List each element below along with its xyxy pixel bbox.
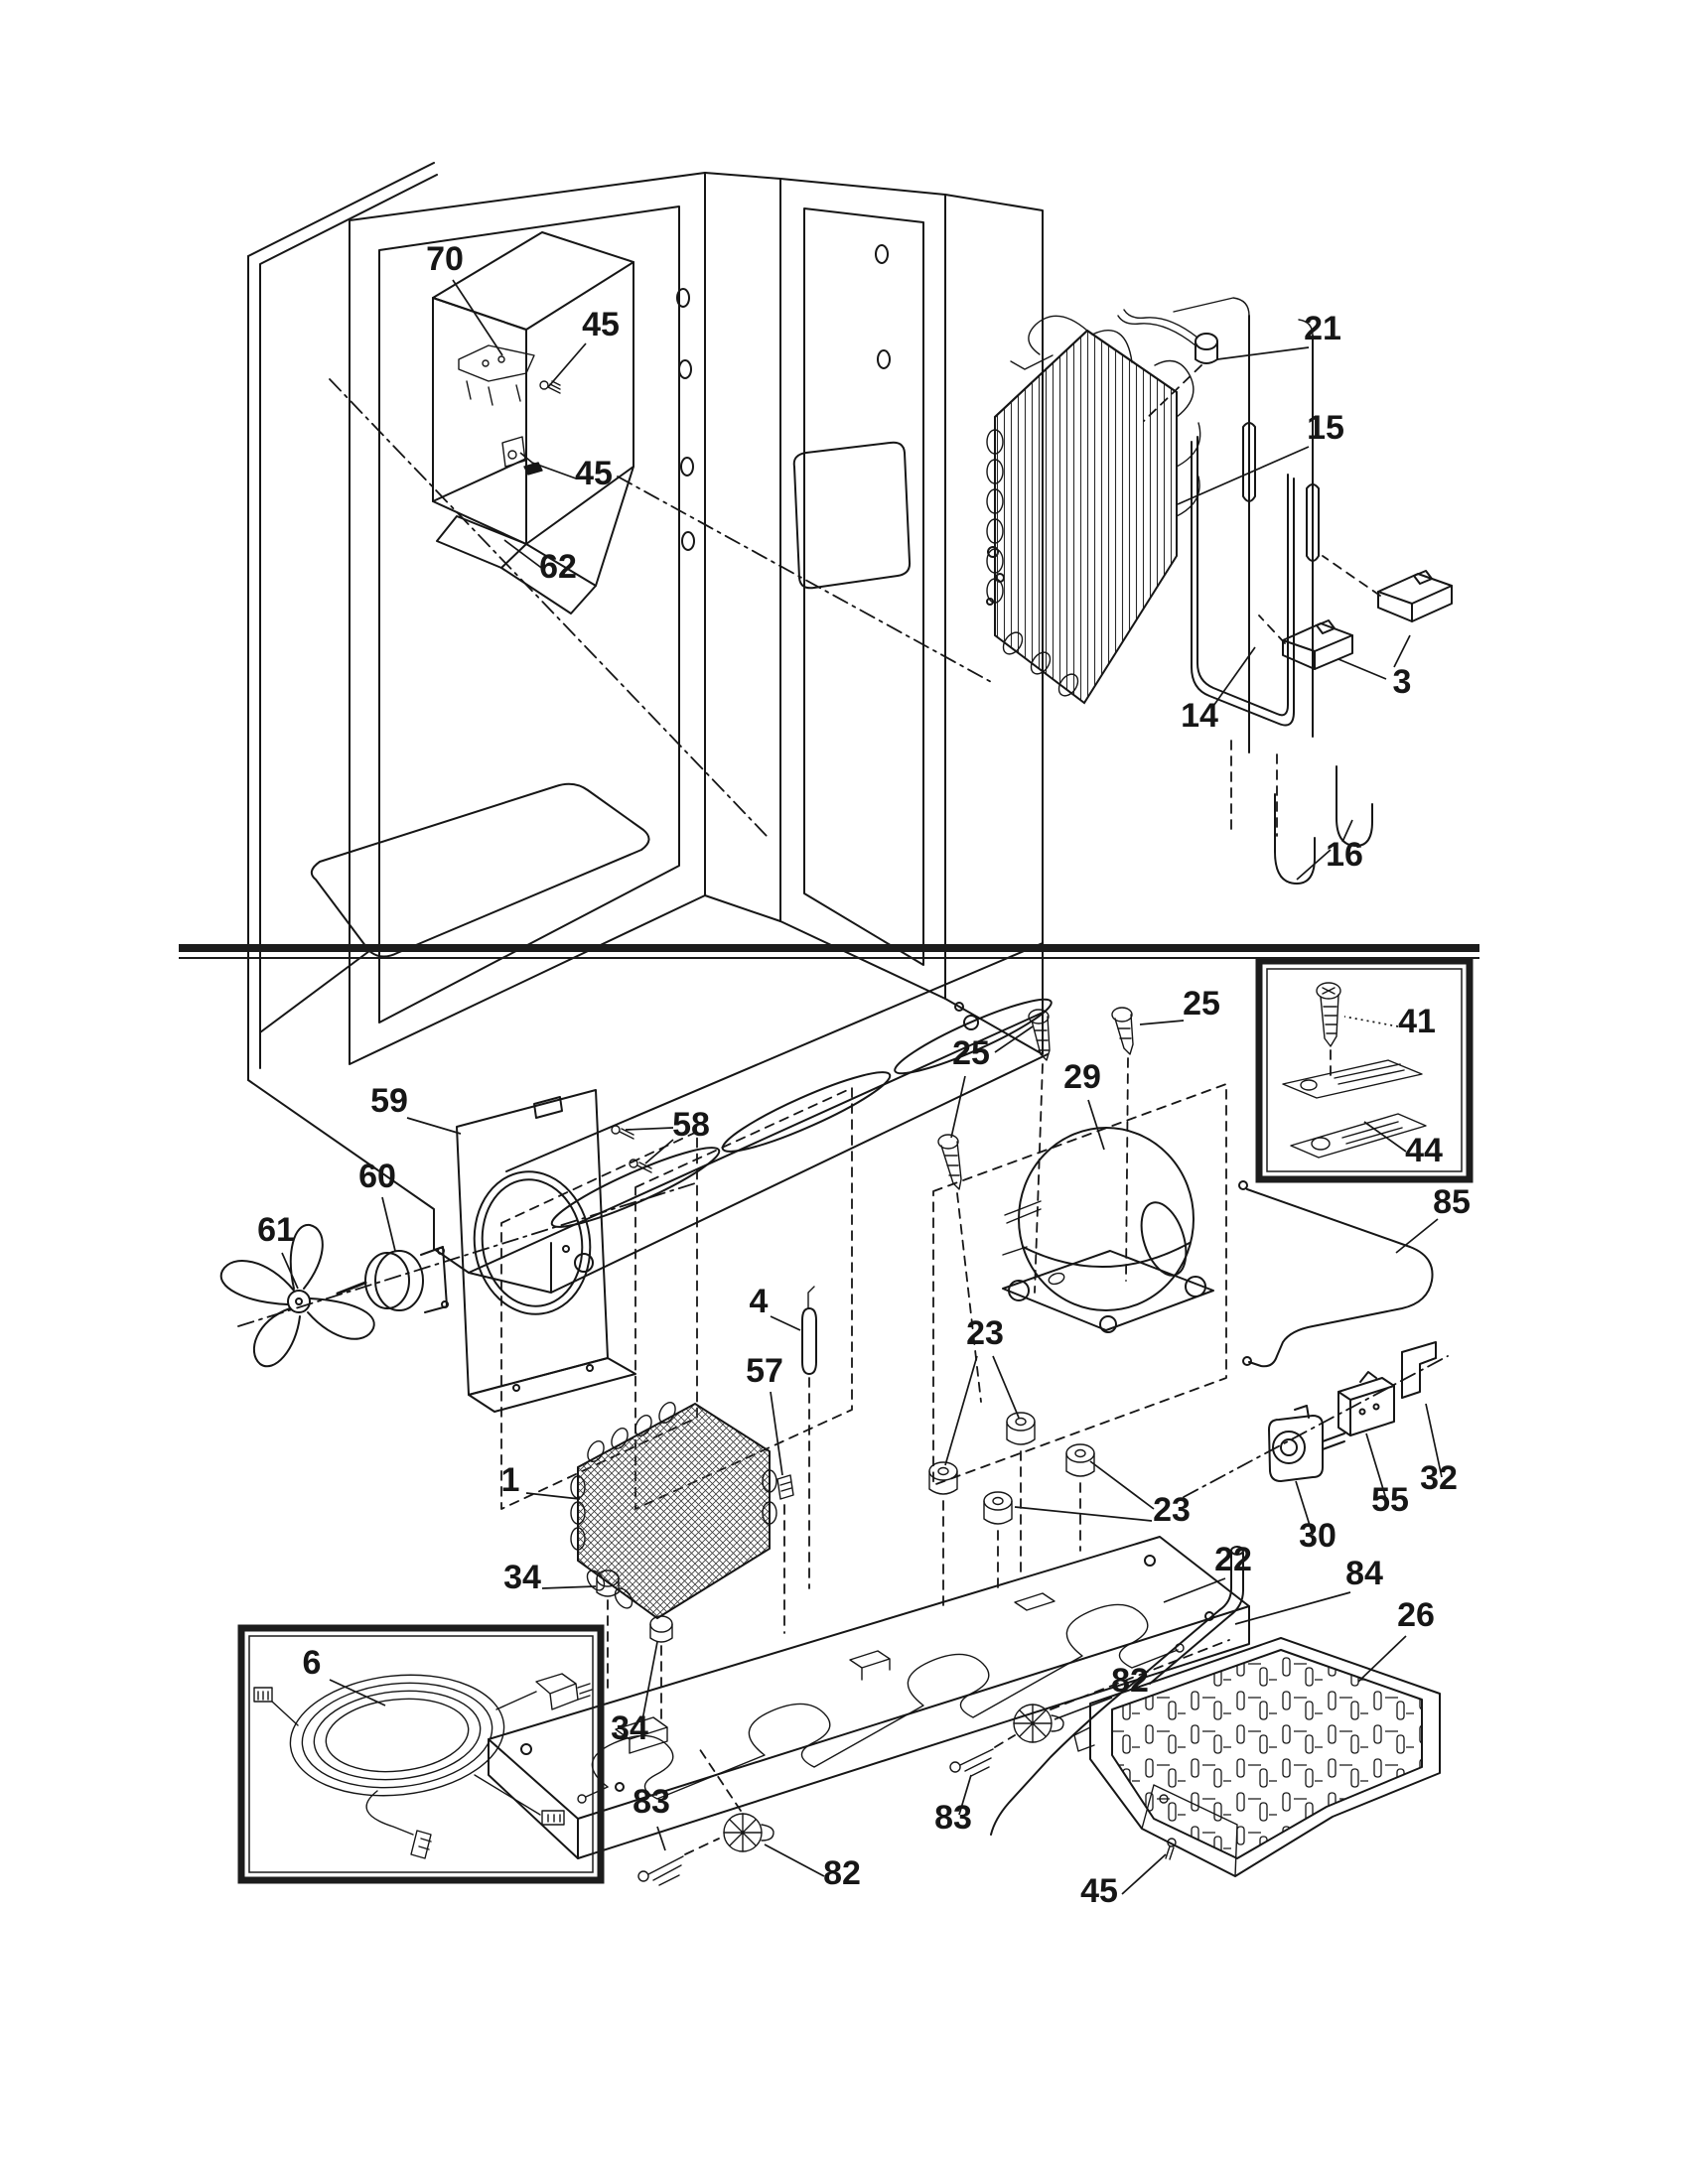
switch-part-55 bbox=[1338, 1372, 1394, 1435]
air-duct-part-62 bbox=[433, 232, 633, 614]
callout-59: 59 bbox=[370, 1082, 408, 1120]
wire-bail-part-85 bbox=[1239, 1181, 1433, 1366]
callout-4: 4 bbox=[749, 1283, 769, 1320]
callout-45-lower: 45 bbox=[575, 455, 613, 492]
callout-57: 57 bbox=[746, 1352, 783, 1390]
screw-part-83-right bbox=[950, 1735, 1015, 1776]
callout-23-lower: 23 bbox=[1153, 1491, 1191, 1529]
callout-41: 41 bbox=[1398, 1003, 1436, 1040]
fan-motor-part-60 bbox=[338, 1247, 448, 1312]
callout-44: 44 bbox=[1405, 1132, 1443, 1169]
projection-planes bbox=[501, 1084, 1226, 1509]
callout-83-right: 83 bbox=[934, 1799, 972, 1837]
callout-22: 22 bbox=[1214, 1541, 1252, 1578]
callout-45-bottom: 45 bbox=[1080, 1872, 1118, 1910]
screw-part-45-upper bbox=[540, 381, 560, 393]
drier-part-4 bbox=[802, 1287, 816, 1374]
fan-axis-line bbox=[238, 1183, 695, 1326]
callout-29: 29 bbox=[1063, 1058, 1101, 1096]
callout-45-upper: 45 bbox=[582, 306, 620, 343]
callout-32: 32 bbox=[1420, 1459, 1458, 1497]
compressor-part-29 bbox=[1003, 1128, 1213, 1332]
callout-34-lower: 34 bbox=[611, 1709, 648, 1747]
callout-1: 1 bbox=[500, 1461, 520, 1499]
power-cord-part-6 bbox=[254, 1665, 592, 1858]
callout-14: 14 bbox=[1181, 697, 1218, 735]
callout-23-upper: 23 bbox=[966, 1314, 1004, 1352]
callout-83-left: 83 bbox=[633, 1783, 670, 1821]
evaporator-coil-part-15 bbox=[987, 316, 1200, 703]
thermostat-part-21 bbox=[1118, 310, 1217, 363]
callout-15: 15 bbox=[1307, 409, 1344, 447]
callout-16: 16 bbox=[1326, 836, 1363, 874]
clip-and-screw-part-45-lower bbox=[502, 437, 542, 475]
bracket-part-32 bbox=[1402, 1342, 1436, 1398]
callout-26: 26 bbox=[1397, 1596, 1435, 1634]
fan-shroud-part-59 bbox=[457, 1090, 635, 1412]
bracket-part-70 bbox=[459, 345, 534, 405]
callout-30: 30 bbox=[1299, 1517, 1336, 1555]
callout-62: 62 bbox=[539, 548, 577, 586]
callout-58: 58 bbox=[672, 1106, 710, 1144]
projection-lines-top bbox=[330, 365, 1470, 993]
callout-70: 70 bbox=[426, 240, 464, 278]
grommet-part-34-lower bbox=[650, 1616, 672, 1642]
callout-61: 61 bbox=[257, 1211, 295, 1249]
callout-leader-lines bbox=[282, 280, 1442, 1894]
drier-projection bbox=[784, 1378, 809, 1633]
callout-55: 55 bbox=[1371, 1481, 1409, 1519]
fan-blade-part-61 bbox=[221, 1225, 374, 1366]
power-cord-inset-box bbox=[241, 1628, 601, 1880]
callout-84: 84 bbox=[1345, 1555, 1383, 1592]
callout-82-right: 82 bbox=[1111, 1662, 1149, 1700]
cabinet-drawing bbox=[248, 163, 1056, 1293]
screw-part-45-bottom bbox=[1166, 1839, 1176, 1859]
callout-34-upper: 34 bbox=[503, 1559, 541, 1596]
capillary-clip-part-57 bbox=[777, 1475, 793, 1499]
callout-21: 21 bbox=[1304, 310, 1341, 347]
top-section-cabinet-view bbox=[248, 163, 1470, 1293]
screw-part-83-left bbox=[638, 1839, 719, 1885]
screws-part-58 bbox=[612, 1126, 651, 1172]
callout-6: 6 bbox=[302, 1644, 322, 1682]
screw-part-41 bbox=[1317, 983, 1340, 1078]
bottom-section-machine-compartment bbox=[221, 961, 1470, 1885]
tube-clips-part-3 bbox=[1283, 571, 1452, 669]
callout-82-left: 82 bbox=[823, 1854, 861, 1892]
callout-85: 85 bbox=[1433, 1183, 1471, 1221]
callout-25-right: 25 bbox=[1183, 985, 1220, 1023]
callout-60: 60 bbox=[358, 1158, 396, 1195]
callout-25-left: 25 bbox=[952, 1034, 990, 1072]
section-divider bbox=[179, 944, 1479, 958]
callout-3: 3 bbox=[1392, 663, 1412, 701]
